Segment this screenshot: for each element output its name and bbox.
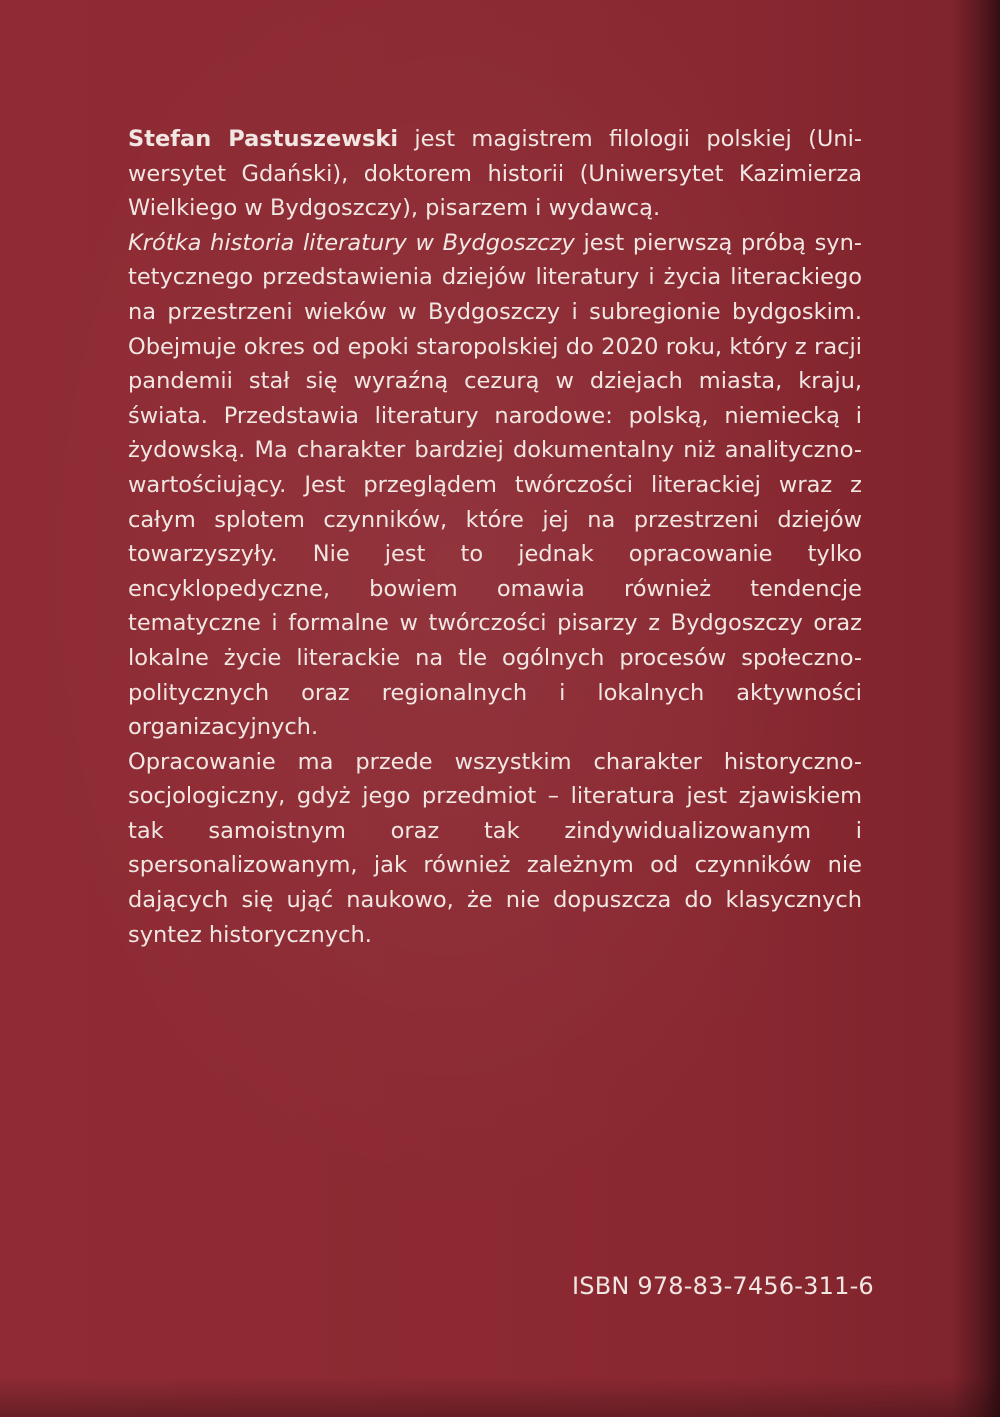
author-name: Stefan Pastuszewski: [128, 126, 399, 152]
cover-bottom-shadow: [0, 1377, 1000, 1417]
cover-blurb: [128, 122, 862, 952]
author-paragraph: [128, 122, 862, 226]
author-bio: jest magistrem filologii polskiej (Uniwersytet Gdański), doktorem historii (Uniwersytet Kazimierza Wielkiego w Bydgoszczy), pisarzem i wydawcą.: [128, 126, 862, 222]
description-paragraph-1: [128, 226, 862, 745]
description-text-2: Opracowanie ma przede wszystkim charakter historyczno-socjologiczny, gdyż jego przedmiot – literatura jest zjawiskiem tak samoistnym oraz tak zindywidualizowanym i spersonalizowanym, jak również zależnym od czynników nie dających się ująć naukowo, że nie dopuszcza do klasycznych syntez historycznych.: [128, 748, 862, 948]
description-text-1: jest pierwszą próbą syntetycznego przedstawienia dziejów literatury i życia literackiego na przestrzeni wieków w Bydgoszczy i subregionie bydgoskim. Obejmuje okres od epoki staropolskiej do 2020 roku, który z racji pandemii stał się wyraźną cezurą w dziejach miasta, kraju, świata. Przedstawia literatury narodowe: polską, niemiecką i żydowską. Ma charakter bardziej dokumentalny niż analityczno-wartościujący. Jest przeglądem twórczości literackiej wraz z całym splotem czynników, które jej na przestrzeni dziejów towarzyszyły. Nie jest to jednak opracowanie tylko encyklopedyczne, bowiem omawia również tendencje tematyczne i formalne w twórczości pisarzy z Bydgoszczy oraz lokalne życie literackie na tle ogólnych procesów społeczno-politycznych oraz regionalnych i lokalnych aktywności organizacyjnych.: [128, 229, 862, 741]
isbn-number: ISBN 978-83-7456-311-6: [572, 1272, 874, 1300]
description-paragraph-2: [128, 745, 862, 953]
cover-edge-shadow: [952, 0, 1000, 1417]
book-title: Krótka historia literatury w Bydgoszczy: [128, 229, 575, 256]
